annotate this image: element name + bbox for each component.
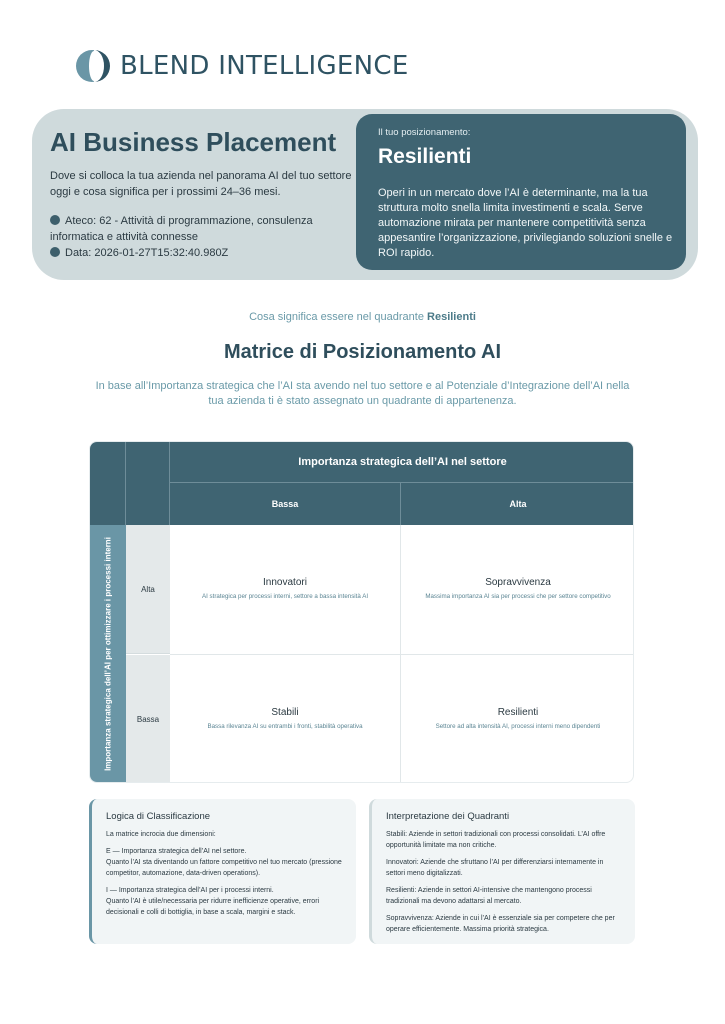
matrix-corner	[90, 442, 126, 525]
matrix-subtitle: In base all’Importanza strategica che l’AI sta avendo nel tuo settore e al Potenziale d’Integrazione dell’AI nella tua azienda ti è stato assegnato un quadrante di appartenenza.	[95, 380, 630, 407]
matrix-title: Matrice di Posizionamento AI	[223, 341, 502, 363]
interpretation-item: Sopravvivenza: Aziende in cui l’AI è essenziale sia per competere che per operare efficientemente. Massima priorità strategica.	[386, 915, 615, 933]
date-text: Data: 2026-01-27T15:32:40.980Z	[65, 247, 229, 259]
quadrant-description: Settore ad alta intensità AI, processi interni meno dipendenti	[435, 723, 601, 730]
ateco-text: Ateco: 62 - Attività di programmazione, consulenza informatica e attività connesse	[50, 215, 313, 243]
matrix-y-axis	[90, 525, 126, 783]
matrix-corner	[126, 442, 170, 525]
split-circle-logo-icon	[74, 48, 114, 84]
matrix-col-high: Alta	[401, 483, 634, 525]
quadrant-description: Massima importanza AI sia per processi che per settore competitivo	[425, 593, 611, 600]
matrix-x-axis-label: Importanza strategica dell’AI nel settore	[170, 442, 634, 483]
interpretation-item: Innovatori: Aziende che sfruttano l’AI per differenziarsi internamente in settori meno digitalizzati.	[386, 859, 604, 877]
brand-name: BLEND INTELLIGENCE	[120, 51, 409, 81]
quadrant-name: Resilienti	[497, 707, 539, 718]
date-meta	[50, 245, 228, 261]
matrix-row-low: Bassa	[126, 655, 170, 783]
meaning-quadrant: Resilienti	[427, 311, 476, 323]
quadrant-name: Sopravvivenza	[485, 577, 551, 588]
box-title: Logica di Classificazione	[106, 811, 211, 822]
logic-e-title: E — Importanza strategica dell’AI nel settore.	[106, 848, 247, 855]
quadrant-meaning-line	[0, 311, 725, 323]
logic-intro: La matrice incrocia due dimensioni:	[106, 831, 216, 838]
interpretation-item: Stabili: Aziende in settori tradizionali con processi consolidati. L’AI offre opportunità limitate ma non critiche.	[386, 831, 606, 849]
bullet-dot-icon	[50, 247, 60, 257]
quadrant-interpretation-box	[369, 799, 635, 944]
quadrant-stabili	[170, 655, 401, 783]
matrix-row-high: Alta	[126, 525, 170, 654]
quadrant-innovatori	[170, 525, 401, 655]
hero-title: AI Business Placement	[50, 127, 337, 157]
box-title: Interpretazione dei Quadranti	[386, 811, 510, 822]
quadrant-sopravvivenza	[401, 525, 634, 655]
quadrant-description: AI strategica per processi interni, settore a bassa intensità AI	[201, 593, 369, 600]
matrix-col-low: Bassa	[170, 483, 401, 525]
interpretation-item: Resilienti: Aziende in settori AI-intensive che mantengono processi tradizionali ma devono adattarsi al mercato.	[386, 887, 592, 905]
matrix-y-axis-label: Importanza strategica dell’AI per ottimizzare i processi interni	[103, 537, 113, 771]
position-card	[356, 114, 686, 270]
logic-i-desc: Quanto l’AI è utile/necessaria per ridurre inefficienze operative, errori decisionali e colli di bottiglia, in base a scala, margini e stack.	[106, 898, 320, 916]
position-name: Resilienti	[378, 145, 472, 168]
bullet-dot-icon	[50, 215, 60, 225]
quadrant-name: Stabili	[271, 707, 299, 718]
ateco-meta	[50, 213, 350, 245]
meaning-prefix: Cosa significa essere nel quadrante	[249, 311, 424, 323]
positioning-matrix	[89, 441, 634, 783]
classification-logic-box	[89, 799, 356, 944]
logic-e-desc: Quanto l’AI sta diventando un fattore competitivo nel tuo mercato (pressione competitor, automazione, data-driven operations).	[106, 859, 342, 877]
position-description: Operi in un mercato dove l’AI è determinante, ma la tua struttura molto snella limita investimenti e scala. Serve automazione mirata per mantenere competitività senza appesantire l’organizzazione, privilegiando soluzioni snelle e ROI rapido.	[378, 187, 673, 259]
quadrant-name: Innovatori	[263, 577, 307, 588]
position-kicker: Il tuo posizionamento:	[378, 127, 471, 138]
quadrant-description: Bassa rilevanza AI su entrambi i fronti, stabilità operativa	[207, 723, 363, 730]
quadrant-resilienti	[401, 655, 634, 783]
hero-description: Dove si colloca la tua azienda nel panorama AI del tuo settore oggi e cosa significa per i prossimi 24–36 mesi.	[50, 170, 352, 198]
logic-i-title: I — Importanza strategica dell’AI per i processi interni.	[106, 887, 274, 894]
brand-header	[74, 46, 409, 86]
